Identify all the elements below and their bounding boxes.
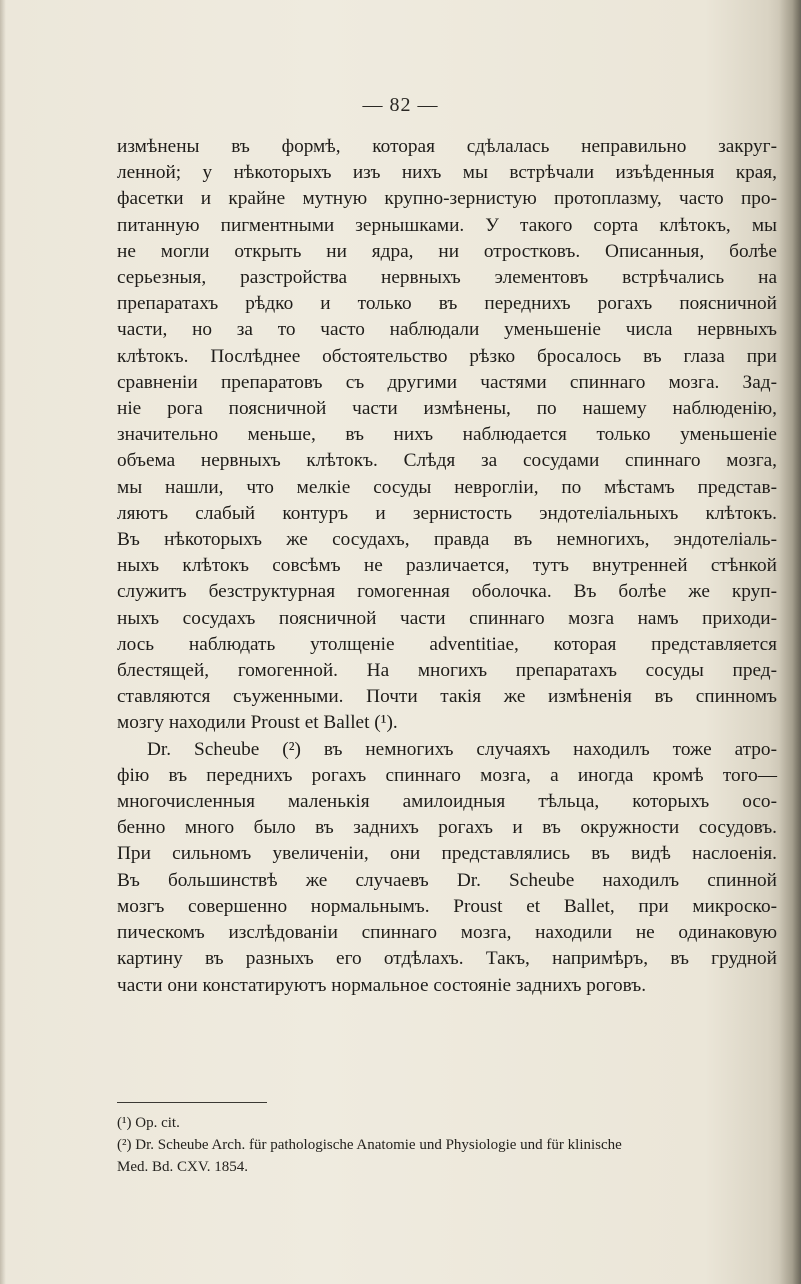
footnote-1: (¹) Op. cit. xyxy=(117,1115,180,1131)
text-line: Въ нѣкоторыхъ же сосудахъ, правда въ немногихъ, эндотеліаль- xyxy=(117,529,777,551)
footnote-2-continuation: Med. Bd. CXV. 1854. xyxy=(117,1159,248,1175)
text-line: ставляются съуженными. Почти такія же измѣненія въ спинномъ xyxy=(117,686,777,708)
text-line: пическомъ изслѣдованіи спиннаго мозга, находили не одинаковую xyxy=(117,922,777,944)
text-line: клѣтокъ. Послѣднее обстоятельство рѣзко бросалось въ глаза при xyxy=(117,345,777,367)
page-left-edge xyxy=(0,0,6,1284)
text-line: не могли открыть ни ядра, ни отростковъ. Описанныя, болѣе xyxy=(117,240,777,262)
text-line: многочисленныя маленькія амилоидныя тѣльца, которыхъ осо- xyxy=(117,791,777,813)
text-line: Въ большинствѣ же случаевъ Dr. Scheube находилъ спинной xyxy=(117,869,777,891)
body-text xyxy=(117,134,777,999)
text-line: ніе рога поясничной части измѣнены, по нашему наблюденію, xyxy=(117,398,777,420)
text-line: При сильномъ увеличеніи, они представлялись въ видѣ наслоенія. xyxy=(117,843,777,865)
text-line: серьезныя, разстройства нервныхъ элементовъ встрѣчались на xyxy=(117,267,777,289)
footnote-divider xyxy=(117,1102,267,1103)
text-line: служитъ безструктурная гомогенная оболочка. Въ болѣе же круп- xyxy=(117,581,777,603)
text-line: ляютъ слабый контуръ и зернистость эндотеліальныхъ клѣтокъ. xyxy=(117,502,777,524)
text-line: мы нашли, что мелкіе сосуды невроглiи, по мѣстамъ представ- xyxy=(117,476,777,498)
footnotes xyxy=(117,1112,777,1178)
text-line: блестящей, гомогенной. На многихъ препаратахъ сосуды пред- xyxy=(117,660,777,682)
text-line: бенно много было въ заднихъ рогахъ и въ окружности сосудовъ. xyxy=(117,817,777,839)
text-line: фасетки и крайне мутную крупно-зернистую протоплазму, часто про- xyxy=(117,188,777,210)
text-line: препаратахъ рѣдко и только въ переднихъ рогахъ поясничной xyxy=(117,293,777,315)
text-line: картину въ разныхъ его отдѣлахъ. Такъ, напримѣръ, въ грудной xyxy=(117,948,777,970)
text-line: лось наблюдать утолщеніе adventitiae, которая представляется xyxy=(117,633,777,655)
page-gutter-shadow xyxy=(779,0,801,1284)
text-line: мозгъ совершенно нормальнымъ. Proust et Ballet, при микроско- xyxy=(117,895,777,917)
text-line: сравненіи препаратовъ съ другими частями спиннаго мозга. Зад- xyxy=(117,371,777,393)
text-line: объема нервныхъ клѣтокъ. Слѣдя за сосудами спиннаго мозга, xyxy=(117,450,777,472)
text-line: мозгу находили Proust et Ballet (¹). xyxy=(117,712,398,734)
text-line: части они констатируютъ нормальное состояніе заднихъ роговъ. xyxy=(117,974,647,996)
page-number: — 82 — xyxy=(362,94,439,116)
text-line: измѣнены въ формѣ, которая сдѣлалась неправильно закруг- xyxy=(117,136,777,157)
text-line: ныхъ клѣтокъ совсѣмъ не различается, тутъ внутренней стѣнкой xyxy=(117,555,777,577)
text-line: значительно меньше, въ нихъ наблюдается только уменьшеніе xyxy=(117,424,777,446)
text-line: ленной; у нѣкоторыхъ изъ нихъ мы встрѣчали изъѣденныя края, xyxy=(117,162,777,184)
text-line: питанную пигментными зернышками. У такого сорта клѣтокъ, мы xyxy=(117,214,777,236)
text-line: Dr. Scheube (²) въ немногихъ случаяхъ находилъ тоже атро- xyxy=(147,738,777,760)
text-line: ныхъ сосудахъ поясничной части спиннаго мозга намъ приходи- xyxy=(117,607,777,629)
text-line: фію въ переднихъ рогахъ спиннаго мозга, а иногда кромѣ того— xyxy=(117,764,777,786)
footnote-2: (²) Dr. Scheube Arch. für pathologische Anatomie und Physiologie und für klinische xyxy=(117,1137,622,1153)
text-line: части, но за то часто наблюдали уменьшеніе числа нервныхъ xyxy=(117,319,777,341)
